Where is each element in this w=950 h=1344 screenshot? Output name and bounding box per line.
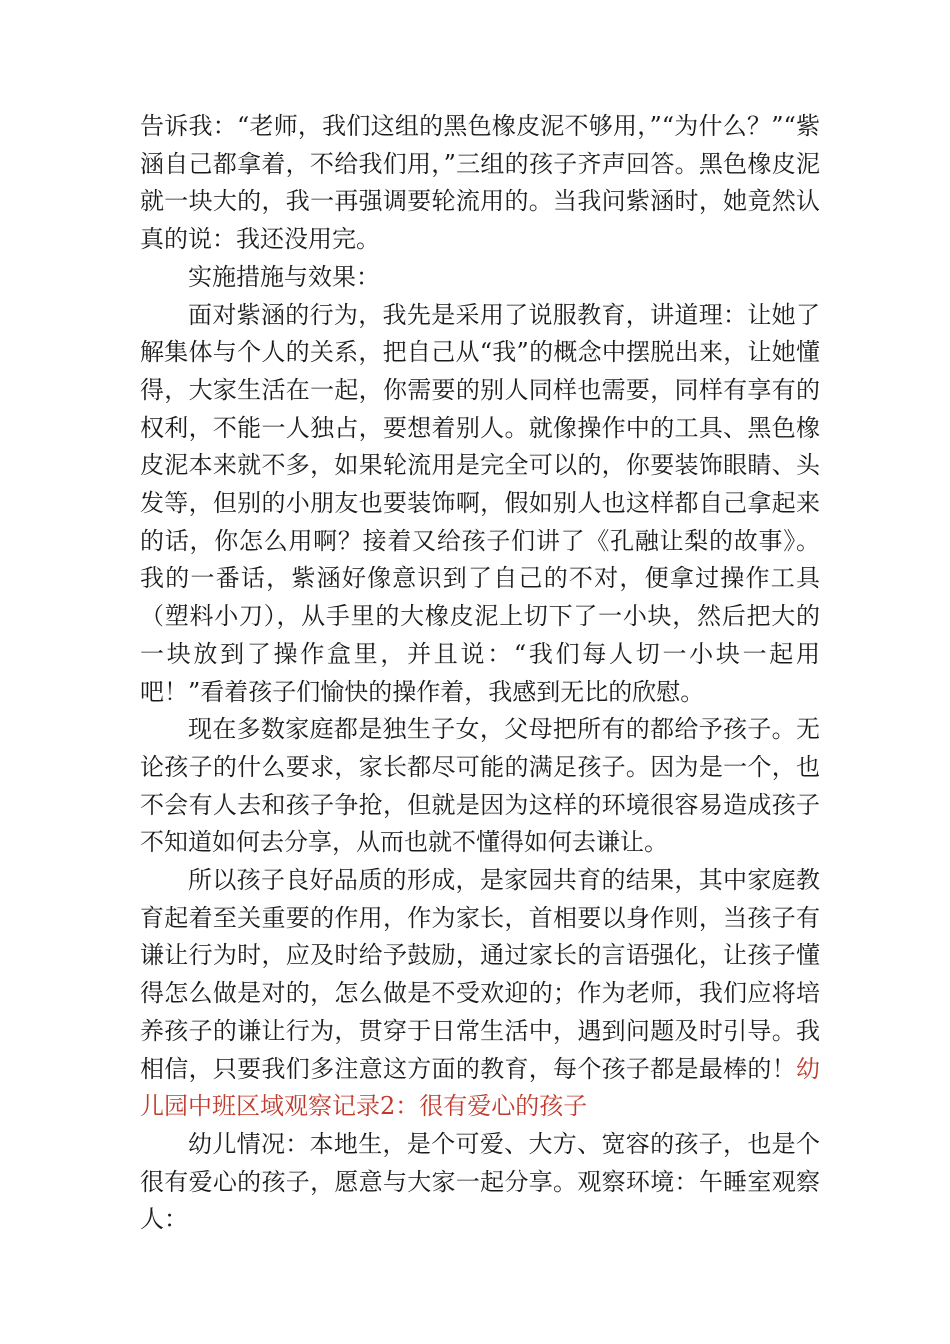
paragraph-measures-effects: 面对紫涵的行为，我先是采用了说服教育，讲道理：让她了解集体与个人的关系，把自己从“我”的概念中摆脱出来，让她懂得，大家生活在一起，你需要的别人同样也需要，同样有享有的权利，不能一人独占，要想着别人。就像操作中的工具、黑色橡皮泥本来就不多，如果轮流用是完全可以的，你要装饰眼睛、头发等，但别的小朋友也要装饰啊，假如别人也这样都自己拿起来的话，你怎么用啊？接着又给孩子们讲了《孔融让梨的故事》。我的一番话，紫涵好像意识到了自己的不对，便拿过操作工具（塑料小刀），从手里的大橡皮泥上切下了一小块，然后把大的一块放到了操作盒里，并且说：“我们每人切一小块一起用吧！”看着孩子们愉快的操作着，我感到无比的欣慰。 bbox=[140, 300, 820, 706]
document-body bbox=[140, 108, 820, 1239]
paragraph-measures-heading: 实施措施与效果： bbox=[188, 262, 380, 291]
paragraph-conclusion bbox=[140, 862, 820, 1126]
section-heading-record-2: 幼儿园中班区域观察记录2：很有爱心的孩子 bbox=[140, 1054, 820, 1121]
conclusion-text: 所以孩子良好品质的形成，是家园共育的结果，其中家庭教育起着至关重要的作用，作为家长，首相要以身作则，当孩子有谦让行为时，应及时给予鼓励，通过家长的言语强化，让孩子懂得怎么做是对的，怎么做是不受欢迎的；作为老师，我们应将培养孩子的谦让行为，贯穿于日常生活中，遇到问题及时引导。我相信，只要我们多注意这方面的教育，每个孩子都是最棒的！ bbox=[140, 866, 820, 1083]
paragraph-observation-continued: 告诉我：“老师，我们这组的黑色橡皮泥不够用，”“为什么？”“紫涵自己都拿着，不给我们用，”三组的孩子齐声回答。黑色橡皮泥就一块大的，我一再强调要轮流用的。当我问紫涵时，她竟然认真的说：我还没用完。 bbox=[140, 112, 820, 254]
paragraph-child-situation: 幼儿情况：本地生，是个可爱、大方、宽容的孩子，也是个很有爱心的孩子，愿意与大家一起分享。观察环境：午睡室观察人： bbox=[140, 1129, 820, 1234]
paragraph-family-context: 现在多数家庭都是独生子女，父母把所有的都给予孩子。无论孩子的什么要求，家长都尽可能的满足孩子。因为是一个，也不会有人去和孩子争抢，但就是因为这样的环境很容易造成孩子不知道如何去分享，从而也就不懂得如何去谦让。 bbox=[140, 715, 820, 857]
